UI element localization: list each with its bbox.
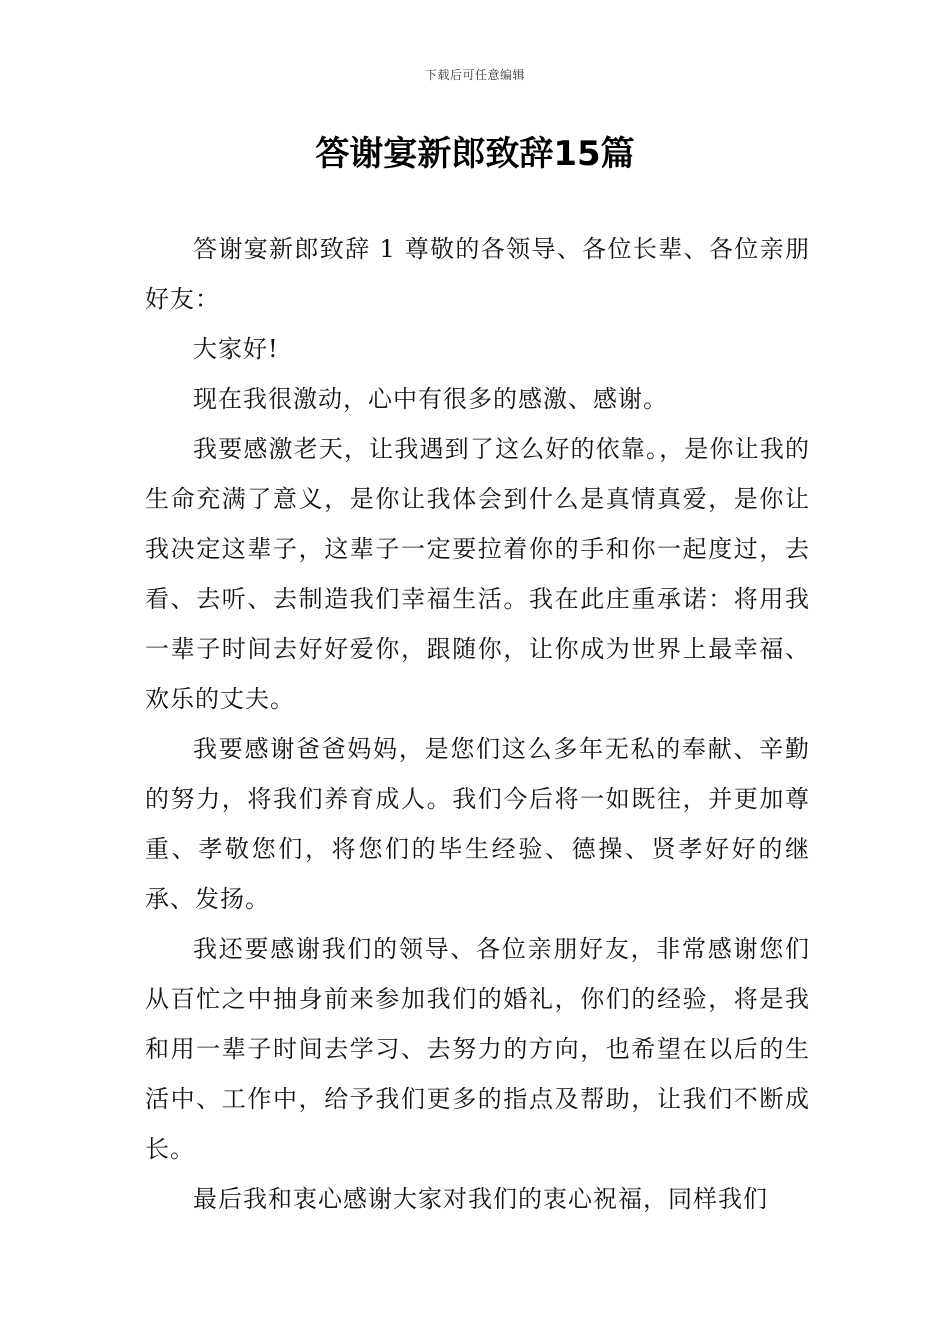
paragraph-3: 现在我很激动，心中有很多的感激、感谢。 xyxy=(193,385,668,413)
document-title: 答谢宴新郎致辞15篇 xyxy=(315,134,635,174)
document-body xyxy=(145,224,810,1224)
header-note: 下载后可任意编辑 xyxy=(424,68,525,82)
paragraph-2: 大家好! xyxy=(193,335,279,363)
paragraph-7: 最后我和衷心感谢大家对我们的衷心祝福，同样我们 xyxy=(193,1185,768,1213)
paragraph-4: 我要感激老天，让我遇到了这么好的依靠。，是你让我的生命充满了意义，是你让我体会到什么是真情真爱，是你让我决定这辈子，这辈子一定要拉着你的手和你一起度过，去看、去听、去制造我们幸福生活。我在此庄重承诺：将用我一辈子时间去好好爱你，跟随你，让你成为世界上最幸福、欢乐的丈夫。 xyxy=(145,435,810,713)
paragraph-6: 我还要感谢我们的领导、各位亲朋好友，非常感谢您们从百忙之中抽身前来参加我们的婚礼，你们的经验，将是我和用一辈子时间去学习、去努力的方向，也希望在以后的生活中、工作中，给予我们更多的指点及帮助，让我们不断成长。 xyxy=(145,935,810,1163)
paragraph-1: 答谢宴新郎致辞 1 尊敬的各领导、各位长辈、各位亲朋好友： xyxy=(145,235,810,313)
paragraph-5: 我要感谢爸爸妈妈，是您们这么多年无私的奉献、辛勤的努力，将我们养育成人。我们今后将一如既往，并更加尊重、孝敬您们，将您们的毕生经验、德操、贤孝好好的继承、发扬。 xyxy=(145,735,810,913)
